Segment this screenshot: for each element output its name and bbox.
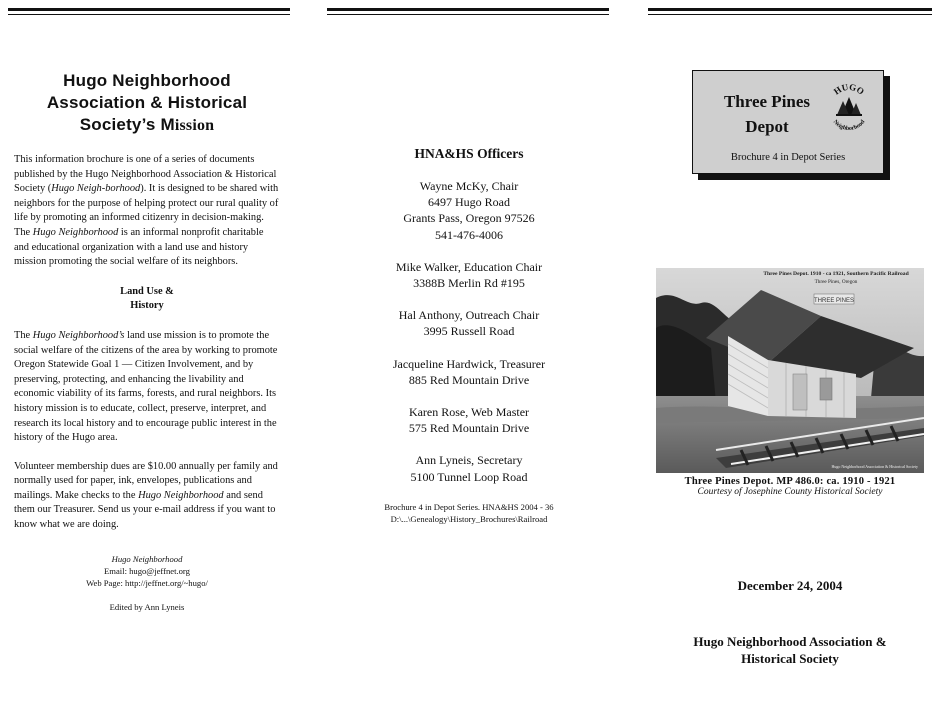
officer-entry: Ann Lyneis, Secretary 5100 Tunnel Loop Road [410,453,528,484]
land-use-history-heading: Land Use & History [120,285,174,312]
officers-title: HNA&HS Officers [414,146,524,161]
officer-entry: Wayne McKy, Chair 6497 Hugo Road Grants Pass, Oregon 97526 541-476-4006 [403,179,535,242]
hugo-logo-icon [826,81,872,141]
depot-photo [656,268,924,473]
officer-entry: Karen Rose, Web Master 575 Red Mountain Drive [408,405,530,436]
mission-intro-paragraph: This information brochure is one of a series of documents published by the Hugo Neighborhood Association & Historical Society (Hugo Neigh-borhood). It is designed to be shared with neighbors for the purpose of helping protect our rural quality of life by promoting an informed citizenry in decision-making. The Hugo Neighborhood is an informal nonprofit charitable and educational organization with a land use and history mission promoting the social welfare of its neighbors. [14,154,279,268]
photo-subtitle: Three Pines, Oregon [814,279,858,285]
organization-name: Hugo Neighborhood Association & Historical Society [693,634,887,666]
membership-paragraph: Volunteer membership dues are $10.00 annually per family and normally used for paper, ink, envelopes, publications and mailings. Make checks to the Hugo Neighborhood and send them our Treasurer. Send us your e-mail address if you want to know what we are doing. [14,460,278,531]
footer-email: Email: hugo@jeffnet.org [104,565,190,576]
officer-entry: Jacqueline Hardwick, Treasurer 885 Red Mountain Drive [392,356,546,387]
officer-entry: Mike Walker, Education Chair 3388B Merlin Rd #195 [395,259,543,291]
photo-credit: Hugo Neighborhood Association & Historical Society [831,464,918,469]
top-rule-middle [327,8,609,11]
mission-panel [14,70,280,613]
svg-text:Neighborhood: Neighborhood [831,119,867,133]
mission-title: Hugo Neighborhood Association & Historical Society’s Mission [46,71,248,134]
photo-caption: Three Pines Depot. MP 486.0: ca. 1910 - 1921 Courtesy of Josephine County Historical Society [684,476,896,497]
mission-footer: Hugo Neighborhood Email: hugo@jeffnet.org Web Page: http://jeffnet.org/~hugo/ Edited by Ann Lyneis [14,553,280,613]
footer-web-page: Web Page: http://jeffnet.org/~hugo/ [86,577,208,588]
depot-sign-text: THREE PINES [813,298,855,304]
top-rule-right [648,8,932,11]
cover-title: Three Pines Depot [723,92,811,136]
brochure-date: December 24, 2004 [737,578,843,593]
officer-entry: Hal Anthony, Outreach Chair 3995 Russell Road [398,308,540,339]
brochure-reference: Brochure 4 in Depot Series. HNA&HS 2004 - 36 D:\...\Genealogy\History_Brochures\Railroad [384,501,554,524]
cover-subtitle: Brochure 4 in Depot Series [730,152,846,163]
cover-title-box [692,70,884,174]
officers-panel [336,146,602,525]
top-rule-right-thin [648,14,932,15]
top-rule-middle-thin [327,14,609,15]
footer-editor: Edited by Ann Lyneis [109,601,185,612]
svg-text:HUGO: HUGO [831,81,867,97]
land-use-paragraph: The Hugo Neighborhood’s land use mission is to promote the social welfare of the citizens of the area by working to promote Oregon Statewide Goal 1 — Citizen Involvement, and by preserving, protecting, and enhancing the livability and economic viability of its farms, forests, and rural neighbors. Its history mission is to educate, collect, preserve, interpret, and research its local history and to encourage public interest in the history of the Hugo area. [14,329,278,444]
top-rule-left [8,8,290,11]
top-rule-left-thin [8,14,290,15]
photo-title: Three Pines Depot. 1910 - ca 1921, Southern Pacific Railroad [763,271,909,277]
